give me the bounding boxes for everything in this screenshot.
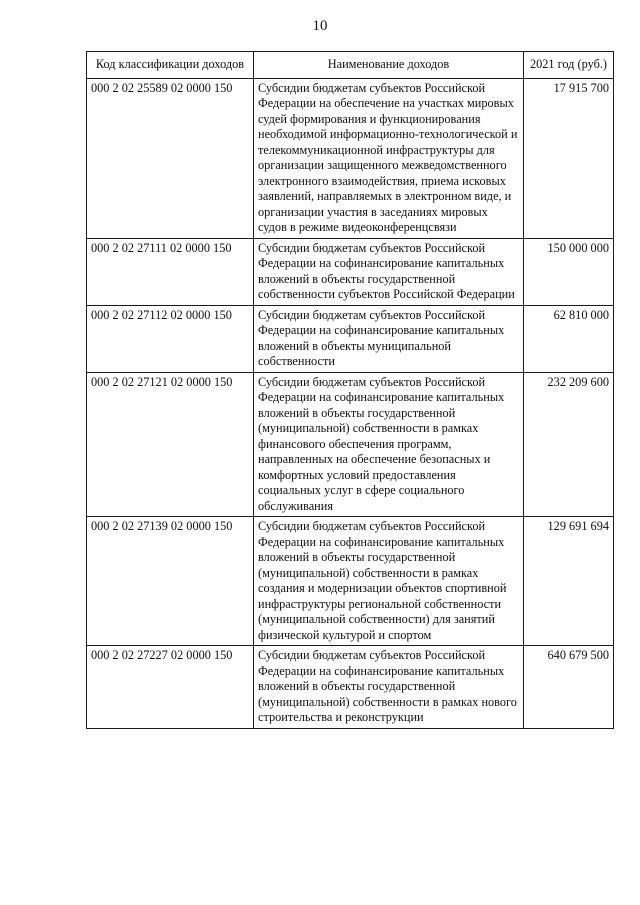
page-number: 10 (312, 18, 328, 34)
table-row (87, 646, 614, 729)
row-amount: 232 209 600 (524, 372, 614, 517)
row-code: 000 2 02 27227 02 0000 150 (87, 646, 254, 729)
table-row (87, 372, 614, 517)
row-amount: 17 915 700 (524, 78, 614, 238)
table-row (87, 238, 614, 305)
row-amount: 129 691 694 (524, 517, 614, 646)
table-row (87, 305, 614, 372)
row-name: Субсидии бюджетам субъектов Российской Федерации на софинансирование капитальных вложений в объекты государственной собственности субъектов Российской Федерации (254, 238, 524, 305)
row-amount: 150 000 000 (524, 238, 614, 305)
header-amount: 2021 год (руб.) (524, 52, 614, 79)
row-code: 000 2 02 25589 02 0000 150 (87, 78, 254, 238)
row-amount: 62 810 000 (524, 305, 614, 372)
row-name: Субсидии бюджетам субъектов Российской Федерации на обеспечение на участках мировых судей формирования и функционирования необходимой информационно-технологической и телекоммуникационной инфраструктуры для организации защищенного межведомственного электронного взаимодействия, приема исковых заявлений, направляемых в электронном виде, и организации участия в заседаниях мировых судов в режиме видеоконференцсвязи (254, 78, 524, 238)
row-name: Субсидии бюджетам субъектов Российской Федерации на софинансирование капитальных вложений в объекты государственной (муниципальной) собственности в рамках создания и модернизации объектов спортивной инфраструктуры региональной собственности (муниципальной собственности) для занятий физической культурой и спортом (254, 517, 524, 646)
table-row (87, 517, 614, 646)
row-code: 000 2 02 27121 02 0000 150 (87, 372, 254, 517)
header-code: Код классификации доходов (87, 52, 254, 79)
row-name: Субсидии бюджетам субъектов Российской Федерации на софинансирование капитальных вложений в объекты государственной (муниципальной) собственности в рамках финансового обеспечения программ, направленных на обеспечение безопасных и комфортных условий предоставления социальных услуг в сфере социального обслуживания (254, 372, 524, 517)
table-header-row (87, 52, 614, 79)
row-name: Субсидии бюджетам субъектов Российской Федерации на софинансирование капитальных вложений в объекты государственной (муниципальной) собственности в рамках нового строительства и реконструкции (254, 646, 524, 729)
row-amount: 640 679 500 (524, 646, 614, 729)
header-name: Наименование доходов (254, 52, 524, 79)
row-code: 000 2 02 27139 02 0000 150 (87, 517, 254, 646)
row-code: 000 2 02 27111 02 0000 150 (87, 238, 254, 305)
row-code: 000 2 02 27112 02 0000 150 (87, 305, 254, 372)
income-table (86, 51, 614, 729)
row-name: Субсидии бюджетам субъектов Российской Федерации на софинансирование капитальных вложений в объекты муниципальной собственности (254, 305, 524, 372)
table-row (87, 78, 614, 238)
